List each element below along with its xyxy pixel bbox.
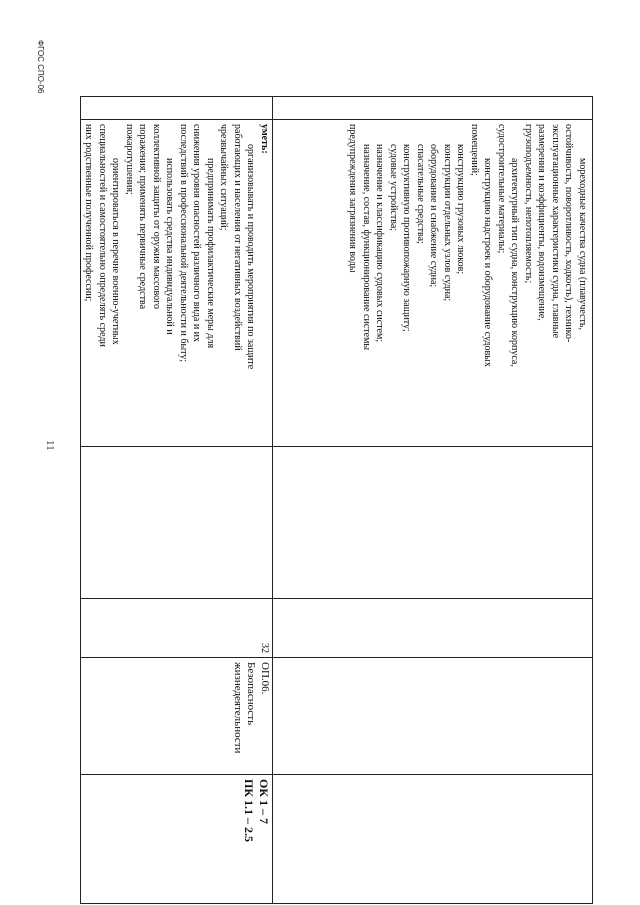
content-line: конструктивную противопожарную защиту; bbox=[401, 144, 413, 332]
blank-cell bbox=[273, 775, 593, 904]
content-line: назначение и классификацию судовых систем; bbox=[374, 144, 386, 343]
content-line: конструкцию грузовых люков; bbox=[455, 144, 467, 275]
content-line: оборудование и снабжение судна; bbox=[428, 144, 440, 288]
discipline-name-line: жизнедеятельности bbox=[232, 662, 244, 754]
table-row bbox=[81, 97, 273, 904]
blank-cell bbox=[273, 599, 593, 658]
blank-cell bbox=[81, 447, 273, 599]
blank-cell bbox=[273, 447, 593, 599]
discipline-name-line: Безопасность bbox=[245, 662, 258, 726]
content-line: архитектурный тип судна, конструкцию корпуса, bbox=[509, 158, 521, 367]
blank-cell bbox=[81, 97, 273, 120]
skills-content-cell bbox=[81, 120, 273, 447]
content-line: судостроительные материалы; bbox=[496, 124, 507, 254]
content-line: поражения; применять первичные средства bbox=[137, 124, 149, 310]
content-line: размерения и коэффициенты, водоизмещение, bbox=[536, 124, 548, 321]
content-line: помещений; bbox=[469, 124, 480, 176]
content-line: пожаротушения; bbox=[124, 124, 135, 195]
content-line: них родственные полученной профессии; bbox=[83, 124, 95, 302]
footer-standard-code: ФГОС СПО-06 bbox=[36, 40, 45, 94]
blank-cell bbox=[273, 97, 593, 120]
curriculum-table bbox=[80, 96, 593, 904]
table-row bbox=[273, 97, 593, 904]
content-line: спасательные средства; bbox=[415, 144, 426, 244]
content-line: предпринимать профилактические меры для bbox=[205, 158, 216, 349]
content-line: эксплуатационные характеристики судна, главные bbox=[550, 124, 561, 339]
content-line: предупреждения загрязнения воды bbox=[347, 124, 359, 273]
content-line: конструкции отдельных узлов судна; bbox=[442, 144, 453, 302]
content-line: последствий в профессиональной деятельности и быту; bbox=[178, 124, 189, 363]
competencies-cell bbox=[81, 775, 273, 904]
content-line: назначение, состав, функционирование системы bbox=[361, 144, 372, 351]
content-line: снижения уровня опасностей различного вида и их bbox=[191, 124, 203, 343]
page-number: 11 bbox=[44, 440, 56, 451]
content-line: специальностей и самостоятельно определять среди bbox=[97, 124, 108, 347]
skills-heading: уметь: bbox=[259, 124, 270, 154]
content-line: чрезвычайных ситуаций; bbox=[218, 124, 230, 231]
discipline-cell bbox=[81, 658, 273, 775]
content-line: конструкцию надстроек и оборудование судовых bbox=[482, 158, 494, 367]
discipline-code: ОП.06. bbox=[259, 662, 271, 695]
blank-cell bbox=[273, 658, 593, 775]
content-line: судовые устройства; bbox=[388, 144, 399, 232]
content-line: использовать средства индивидуальной и bbox=[164, 158, 176, 335]
content-line: грузоподъемность, непотопляемость; bbox=[523, 124, 534, 284]
hours-value: 32 bbox=[259, 643, 270, 653]
content-line: мореходные качества судна (плавучесть, bbox=[577, 158, 588, 330]
competency-ok: ОК 1 – 7 bbox=[257, 779, 271, 825]
knowledge-content-cell bbox=[273, 120, 593, 447]
content-line: коллективной защиты от оружия массового bbox=[151, 124, 162, 309]
content-line: организовывать и проводить мероприятия по защите bbox=[245, 144, 257, 370]
content-line: работающих и населения от негативных воздействий bbox=[232, 124, 243, 351]
competency-pk: ПК 1.1 – 2.5 bbox=[242, 779, 256, 843]
content-line: остойчивость, поворотливость, ходкость), технико- bbox=[563, 124, 575, 343]
content-line: ориентироваться в перечне военно-учетных bbox=[110, 158, 122, 345]
hours-cell bbox=[81, 599, 273, 658]
